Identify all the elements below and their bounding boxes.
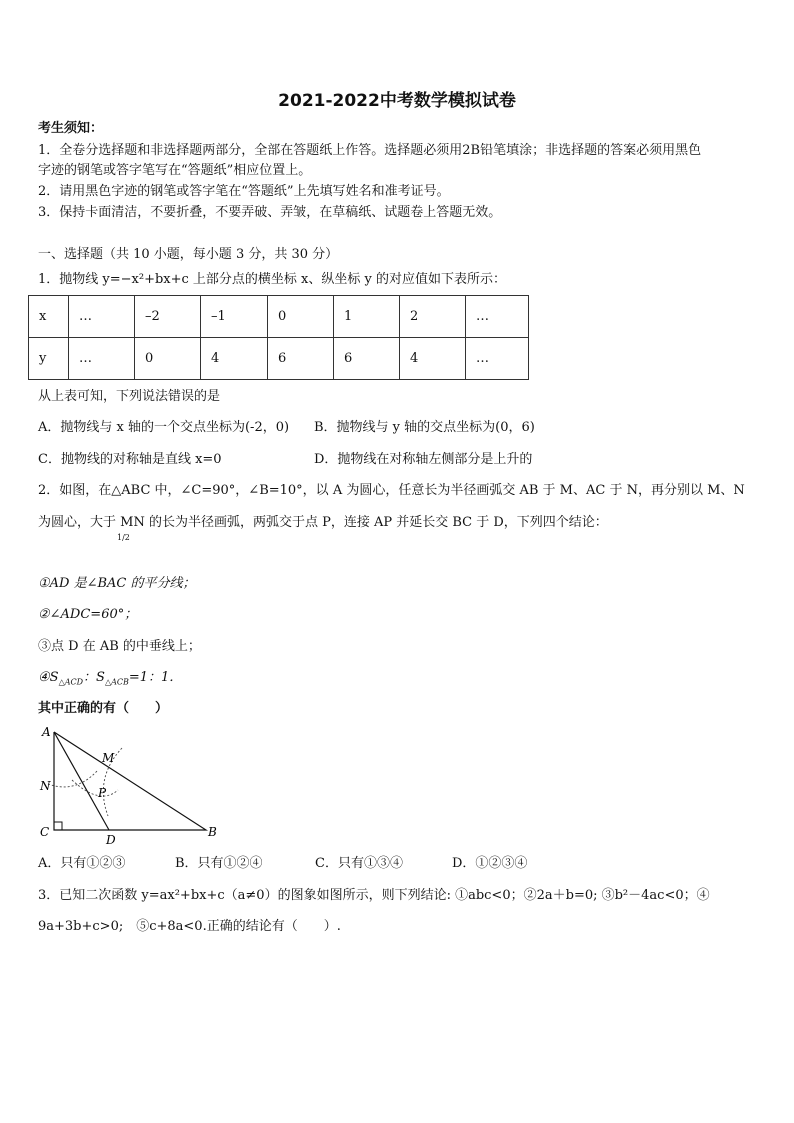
conclusion-3: ③点 D 在 AB 的中垂线上；	[38, 639, 201, 654]
conclusion-4-part: =1：1．	[128, 670, 183, 685]
subscript: △ACD	[58, 677, 84, 687]
conclusion-4-part: ④S	[38, 670, 59, 685]
q1-option-a: A．抛物线与 x 轴的一个交点坐标为(-2，0)	[38, 420, 290, 435]
question-1-note: 从上表可知，下列说法错误的是	[38, 389, 221, 404]
table-cell: 0	[135, 338, 201, 380]
arc-from-n	[72, 780, 118, 796]
label-c: C	[40, 825, 50, 839]
notice-item-1-cont: 字迹的钢笔或答字笔写在“答题纸”相应位置上。	[38, 163, 312, 178]
q2-option-d: D．①②③④	[452, 856, 528, 871]
notice-item-1: 1．全卷分选择题和非选择题两部分，全部在答题纸上作答。选择题必须用2B铅笔填涂；非选择题的答案必须用黑色	[38, 143, 702, 158]
table-cell: 1	[334, 296, 400, 338]
table-cell: 4	[400, 338, 466, 380]
table-cell: x	[29, 296, 69, 338]
conclusion-4	[38, 668, 182, 693]
angle-bisector-ad	[54, 732, 109, 830]
table-cell: 6	[334, 338, 400, 380]
question-2-ask: 其中正确的有（ ）	[38, 701, 169, 716]
conclusion-4-part: ：S	[83, 670, 105, 685]
question-3-stem: 3．已知二次函数 y=ax²+bx+c（a≠0）的图象如图所示，则下列结论: ①abc<0；②2a＋b=0; ③b²－4ac<0；④	[38, 888, 710, 903]
value-table	[28, 295, 529, 380]
table-cell: –1	[201, 296, 268, 338]
label-a: A	[42, 725, 51, 739]
table-cell: 0	[268, 296, 334, 338]
half-fraction: 1/2	[117, 533, 130, 542]
label-d: D	[106, 833, 116, 847]
notice-heading: 考生须知：	[38, 121, 104, 136]
table-cell: 4	[201, 338, 268, 380]
section-heading: 一、选择题（共 10 小题，每小题 3 分，共 30 分）	[38, 247, 339, 262]
table-cell: 2	[400, 296, 466, 338]
question-2-stem-cont: 为圆心，大于 MN 的长为半径画弧，两弧交于点 P，连接 AP 并延长交 BC 于 D，下列四个结论：	[38, 515, 608, 530]
conclusion-2: ②∠ADC=60°；	[38, 607, 138, 622]
q1-option-c: C．抛物线的对称轴是直线 x=0	[38, 452, 222, 467]
table-cell: …	[69, 296, 135, 338]
table-cell: …	[69, 338, 135, 380]
label-m: M	[102, 751, 115, 765]
table-cell: …	[466, 296, 529, 338]
table-cell: –2	[135, 296, 201, 338]
table-cell: y	[29, 338, 69, 380]
question-1-stem: 1．抛物线 y=−x²+bx+c 上部分点的横坐标 x、纵坐标 y 的对应值如下表所示：	[38, 272, 507, 287]
table-cell: 6	[268, 338, 334, 380]
table-row	[29, 338, 529, 380]
table-row	[29, 296, 529, 338]
triangle-outline	[54, 732, 206, 830]
subscript: △ACB	[104, 677, 129, 687]
arc-mn	[48, 770, 98, 787]
label-n: N	[40, 779, 51, 793]
table-cell: …	[466, 338, 529, 380]
notice-item-3: 3．保持卡面清洁，不要折叠，不要弄破、弄皱，在草稿纸、试题卷上答题无效。	[38, 205, 502, 220]
question-2-stem: 2．如图，在△ABC 中，∠C=90°，∠B=10°，以 A 为圆心，任意长为半径画弧交 AB 于 M、AC 于 N，再分别以 M、N	[38, 483, 745, 498]
right-angle-mark	[54, 822, 62, 830]
q2-option-b: B．只有①②④	[175, 856, 263, 871]
q2-option-a: A．只有①②③	[38, 856, 126, 871]
conclusion-1: ①AD 是∠BAC 的平分线；	[38, 576, 196, 591]
q1-option-b: B．抛物线与 y 轴的交点坐标为(0，6)	[314, 420, 535, 435]
q2-option-c: C．只有①③④	[315, 856, 403, 871]
notice-item-2: 2．请用黑色字迹的钢笔或答字笔在“答题纸”上先填写姓名和准考证号。	[38, 184, 450, 199]
q1-option-d: D．抛物线在对称轴左侧部分是上升的	[314, 452, 533, 467]
label-b: B	[208, 825, 217, 839]
label-p: P	[98, 786, 107, 800]
triangle-figure	[36, 724, 220, 850]
question-3-stem-cont: 9a+3b+c>0; ⑤c+8a<0.正确的结论有（ ）.	[38, 919, 341, 934]
page-title: 2021-2022中考数学模拟试卷	[278, 91, 516, 111]
